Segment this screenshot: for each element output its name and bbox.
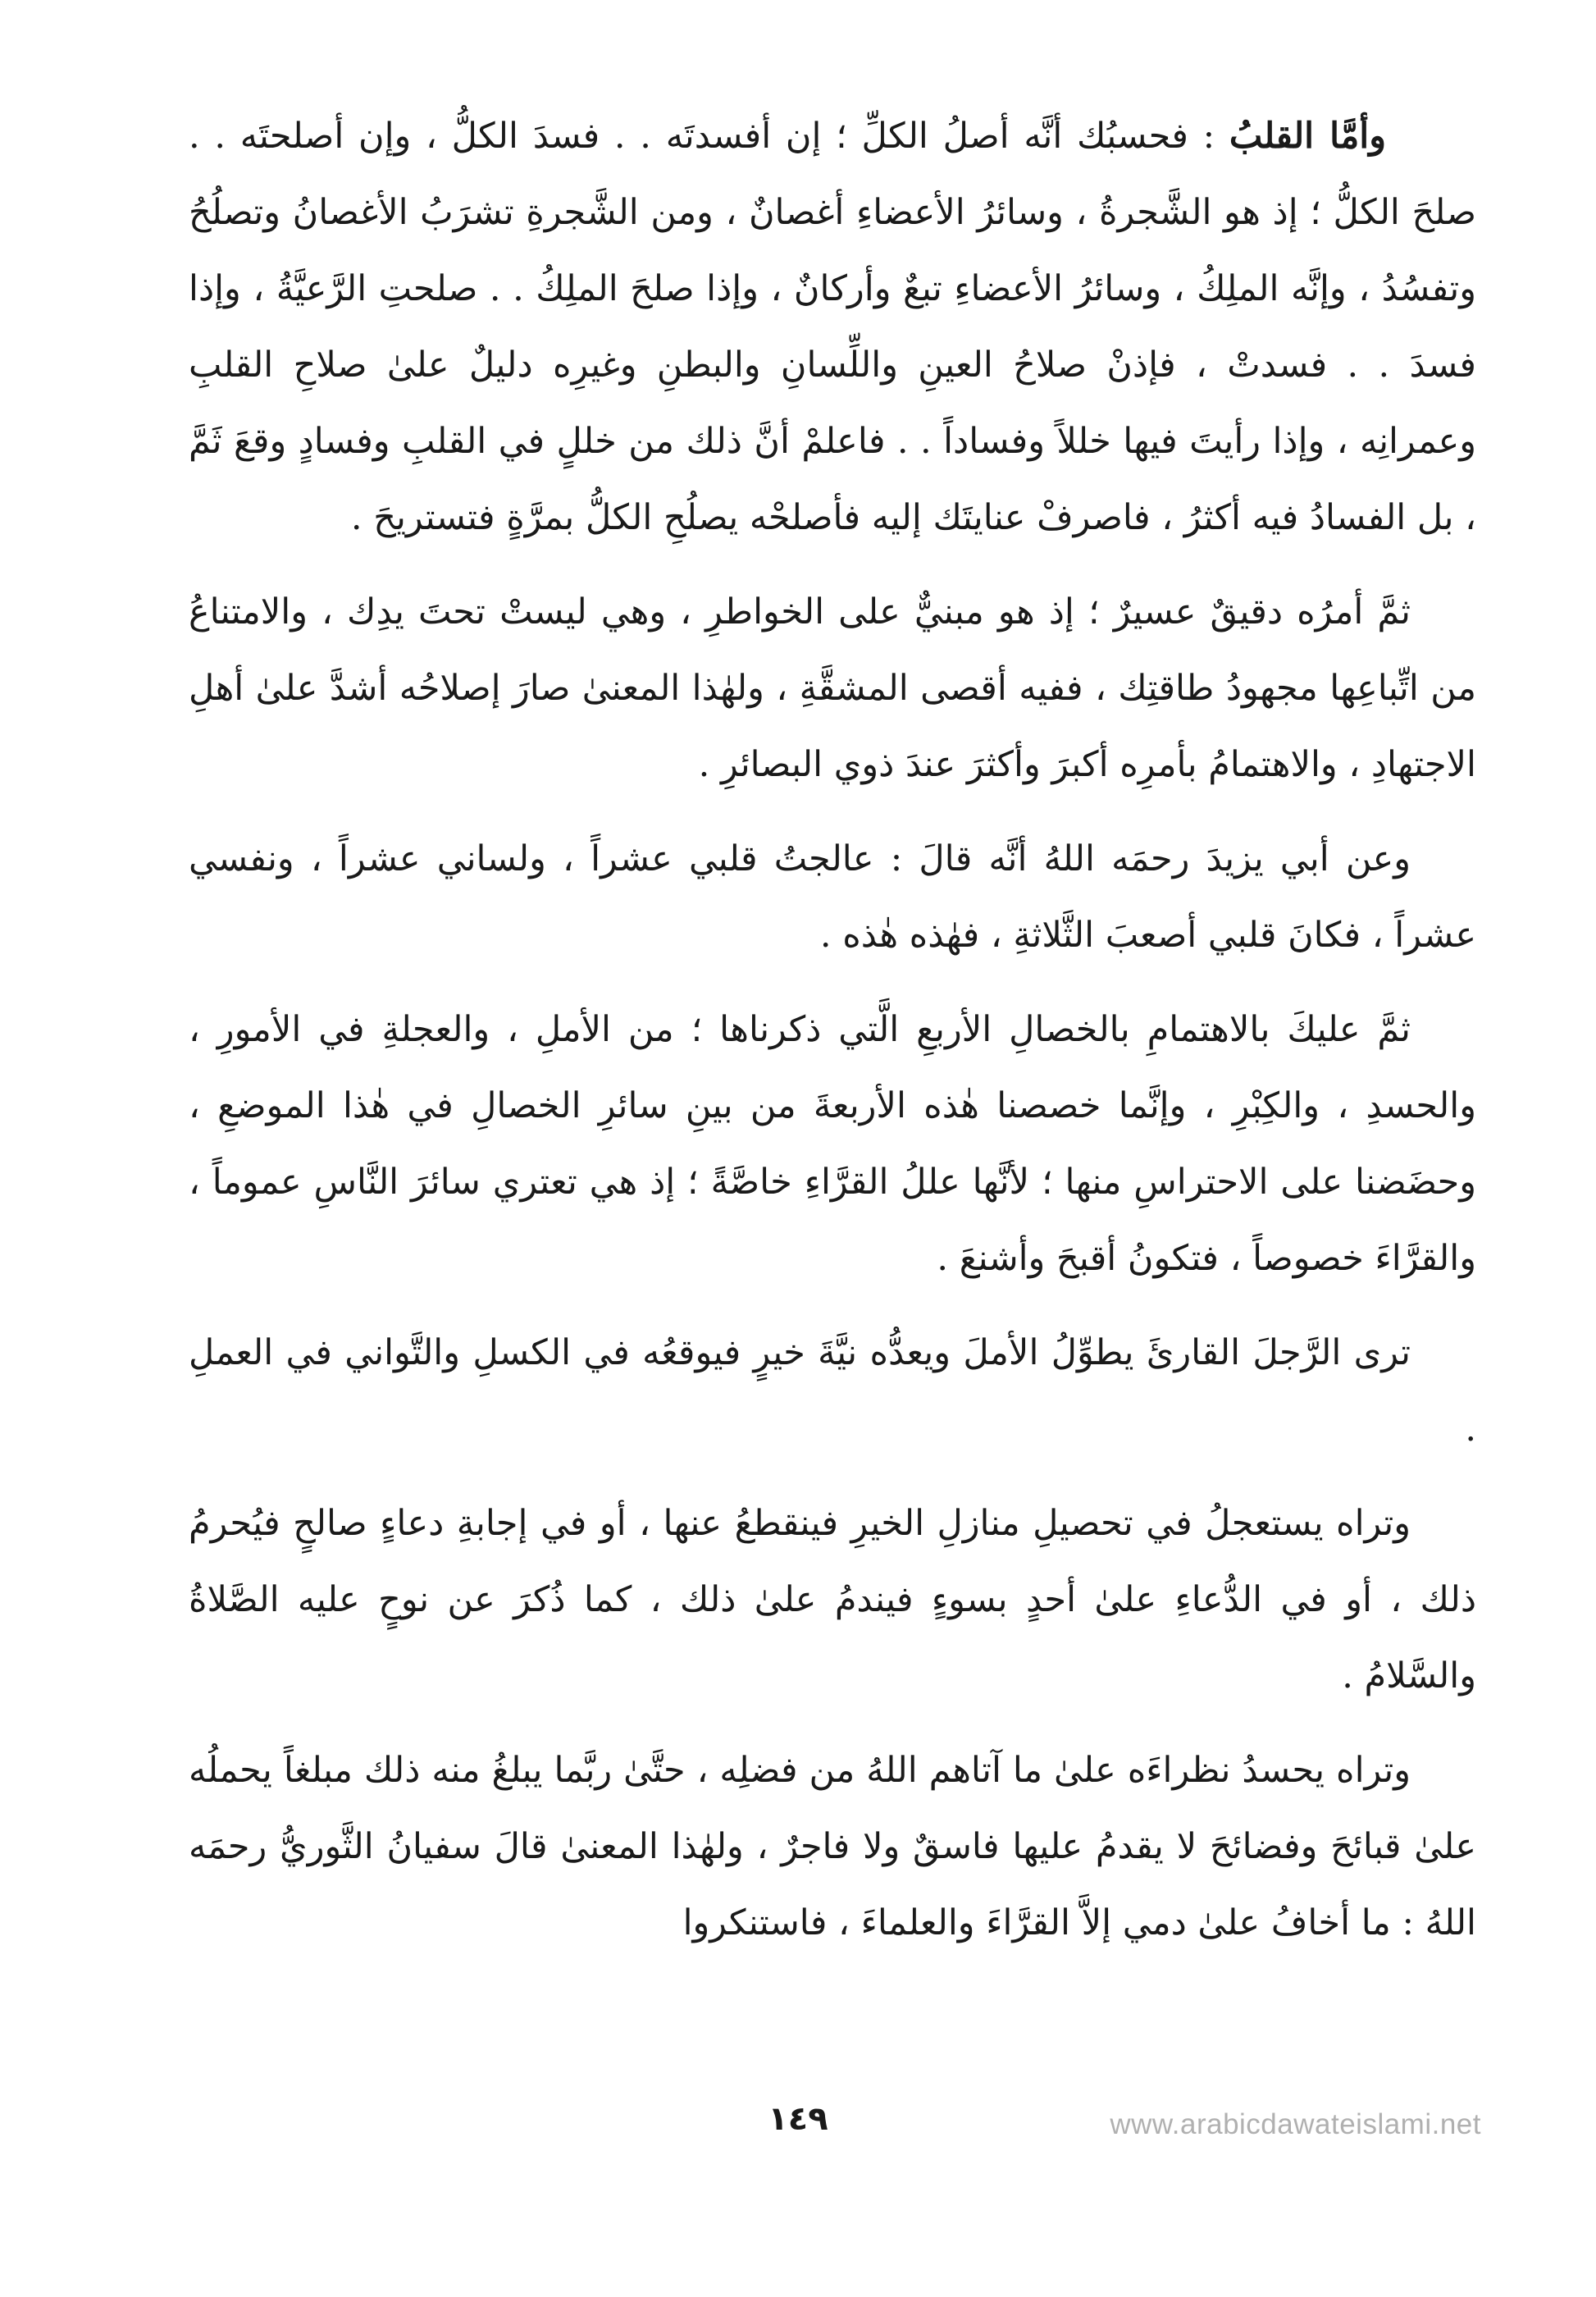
paragraph-text: ثمَّ عليكَ بالاهتمامِ بالخصالِ الأربعِ الَّتي ذكرناها ؛ من الأملِ ، والعجلةِ في الأمورِ ، والحسدِ ، والكِبْرِ ، وإنَّما خصصنا هٰذه الأربعةَ من بينِ سائرِ الخصالِ في هٰذا الموضعِ ، وحضَضنا على الاحتراسِ منها ؛ لأنَّها عللُ القرَّاءِ خاصَّةً ؛ إذ هي تعتري سائرَ النَّاسِ عموماً ، والقرَّاءَ خصوصاً ، فتكونُ أقبحَ وأشنعَ .	[189, 1009, 1476, 1279]
paragraph-lead: وأمَّا القلبُ	[1229, 116, 1387, 157]
paragraph-four-traits	[189, 992, 1476, 1297]
paragraph-text: وتراه يستعجلُ في تحصيلِ منازلِ الخيرِ فينقطعُ عنها ، أو في إجابةِ دعاءٍ صالحٍ فيُحرمُ ذلك ، أو في الدُّعاءِ علىٰ أحدٍ بسوءٍ فيندمُ علىٰ ذلك ، كما ذُكرَ عن نوحٍ عليه الصَّلاةُ والسَّلامُ .	[189, 1503, 1476, 1696]
paragraph-envy	[189, 1733, 1476, 1961]
paragraph-haste	[189, 1486, 1476, 1715]
page-number: ١٤٩	[768, 2100, 828, 2138]
page-footer	[0, 2092, 1596, 2158]
paragraph-text: وتراه يحسدُ نظراءَه علىٰ ما آتاهم اللهُ من فضلِه ، حتَّىٰ ربَّما يبلغُ منه ذلك مبلغاً يحملُه علىٰ قبائحَ وفضائحَ لا يقدمُ عليها فاسقٌ ولا فاجرٌ ، ولهٰذا المعنىٰ قالَ سفيانُ الثَّوريُّ رحمَه اللهُ : ما أخافُ علىٰ دمي إلاَّ القرَّاءَ والعلماءَ ، فاستنكروا	[189, 1750, 1476, 1943]
website-watermark: www.arabicdawateislami.net	[1110, 2108, 1481, 2140]
page-body	[189, 98, 1476, 1980]
paragraph-difficulty	[189, 574, 1476, 803]
paragraph-abu-yazid	[189, 821, 1476, 974]
paragraph-text: ترى الرَّجلَ القارئَ يطوِّلُ الأملَ ويعدُّه نيَّةَ خيرٍ فيوقعُه في الكسلِ والتَّواني في العملِ .	[189, 1332, 1476, 1450]
paragraph-hope	[189, 1315, 1476, 1468]
paragraph-text: ثمَّ أمرُه دقيقٌ عسيرٌ ؛ إذ هو مبنيٌّ على الخواطرِ ، وهي ليستْ تحتَ يدِك ، والامتناعُ من اتِّباعِها مجهودُ طاقتِك ، ففيه أقصى المشقَّةِ ، ولهٰذا المعنىٰ صارَ إصلاحُه أشدَّ علىٰ أهلِ الاجتهادِ ، والاهتمامُ بأمرِه أكبرَ وأكثرَ عندَ ذوي البصائرِ .	[189, 591, 1476, 785]
paragraph-text: وعن أبي يزيدَ رحمَه اللهُ أنَّه قالَ : عالجتُ قلبي عشراً ، ولساني عشراً ، ونفسي عشراً ، فكانَ قلبي أصعبَ الثَّلاثةِ ، فهٰذه هٰذه .	[189, 838, 1476, 956]
paragraph-heart	[189, 98, 1476, 556]
paragraph-text: : فحسبُك أنَّه أصلُ الكلِّ ؛ إن أفسدتَه . . فسدَ الكلُّ ، وإن أصلحتَه . . صلحَ الكلُّ ؛ إذ هو الشَّجرةُ ، وسائرُ الأعضاءِ أغصانٌ ، ومن الشَّجرةِ تشرَبُ الأغصانُ وتصلُحُ وتفسُدُ ، وإنَّه الملِكُ ، وسائرُ الأعضاءِ تبعٌ وأركانٌ ، وإذا صلحَ الملِكُ . . صلحتِ الرَّعيَّةُ ، وإذا فسدَ . . فسدتْ ، فإذنْ صلاحُ العينِ واللِّسانِ والبطنِ وغيرِه دليلٌ علىٰ صلاحِ القلبِ وعمرانِه ، وإذا رأيتَ فيها خللاً وفساداً . . فاعلمْ أنَّ ذلك من خللٍ في القلبِ وفسادٍ وقعَ ثَمَّ ، بل الفسادُ فيه أكثرُ ، فاصرفْ عنايتَك إليه فأصلحْه يصلُحِ الكلُّ بمرَّةٍ فتستريحَ .	[189, 116, 1476, 538]
